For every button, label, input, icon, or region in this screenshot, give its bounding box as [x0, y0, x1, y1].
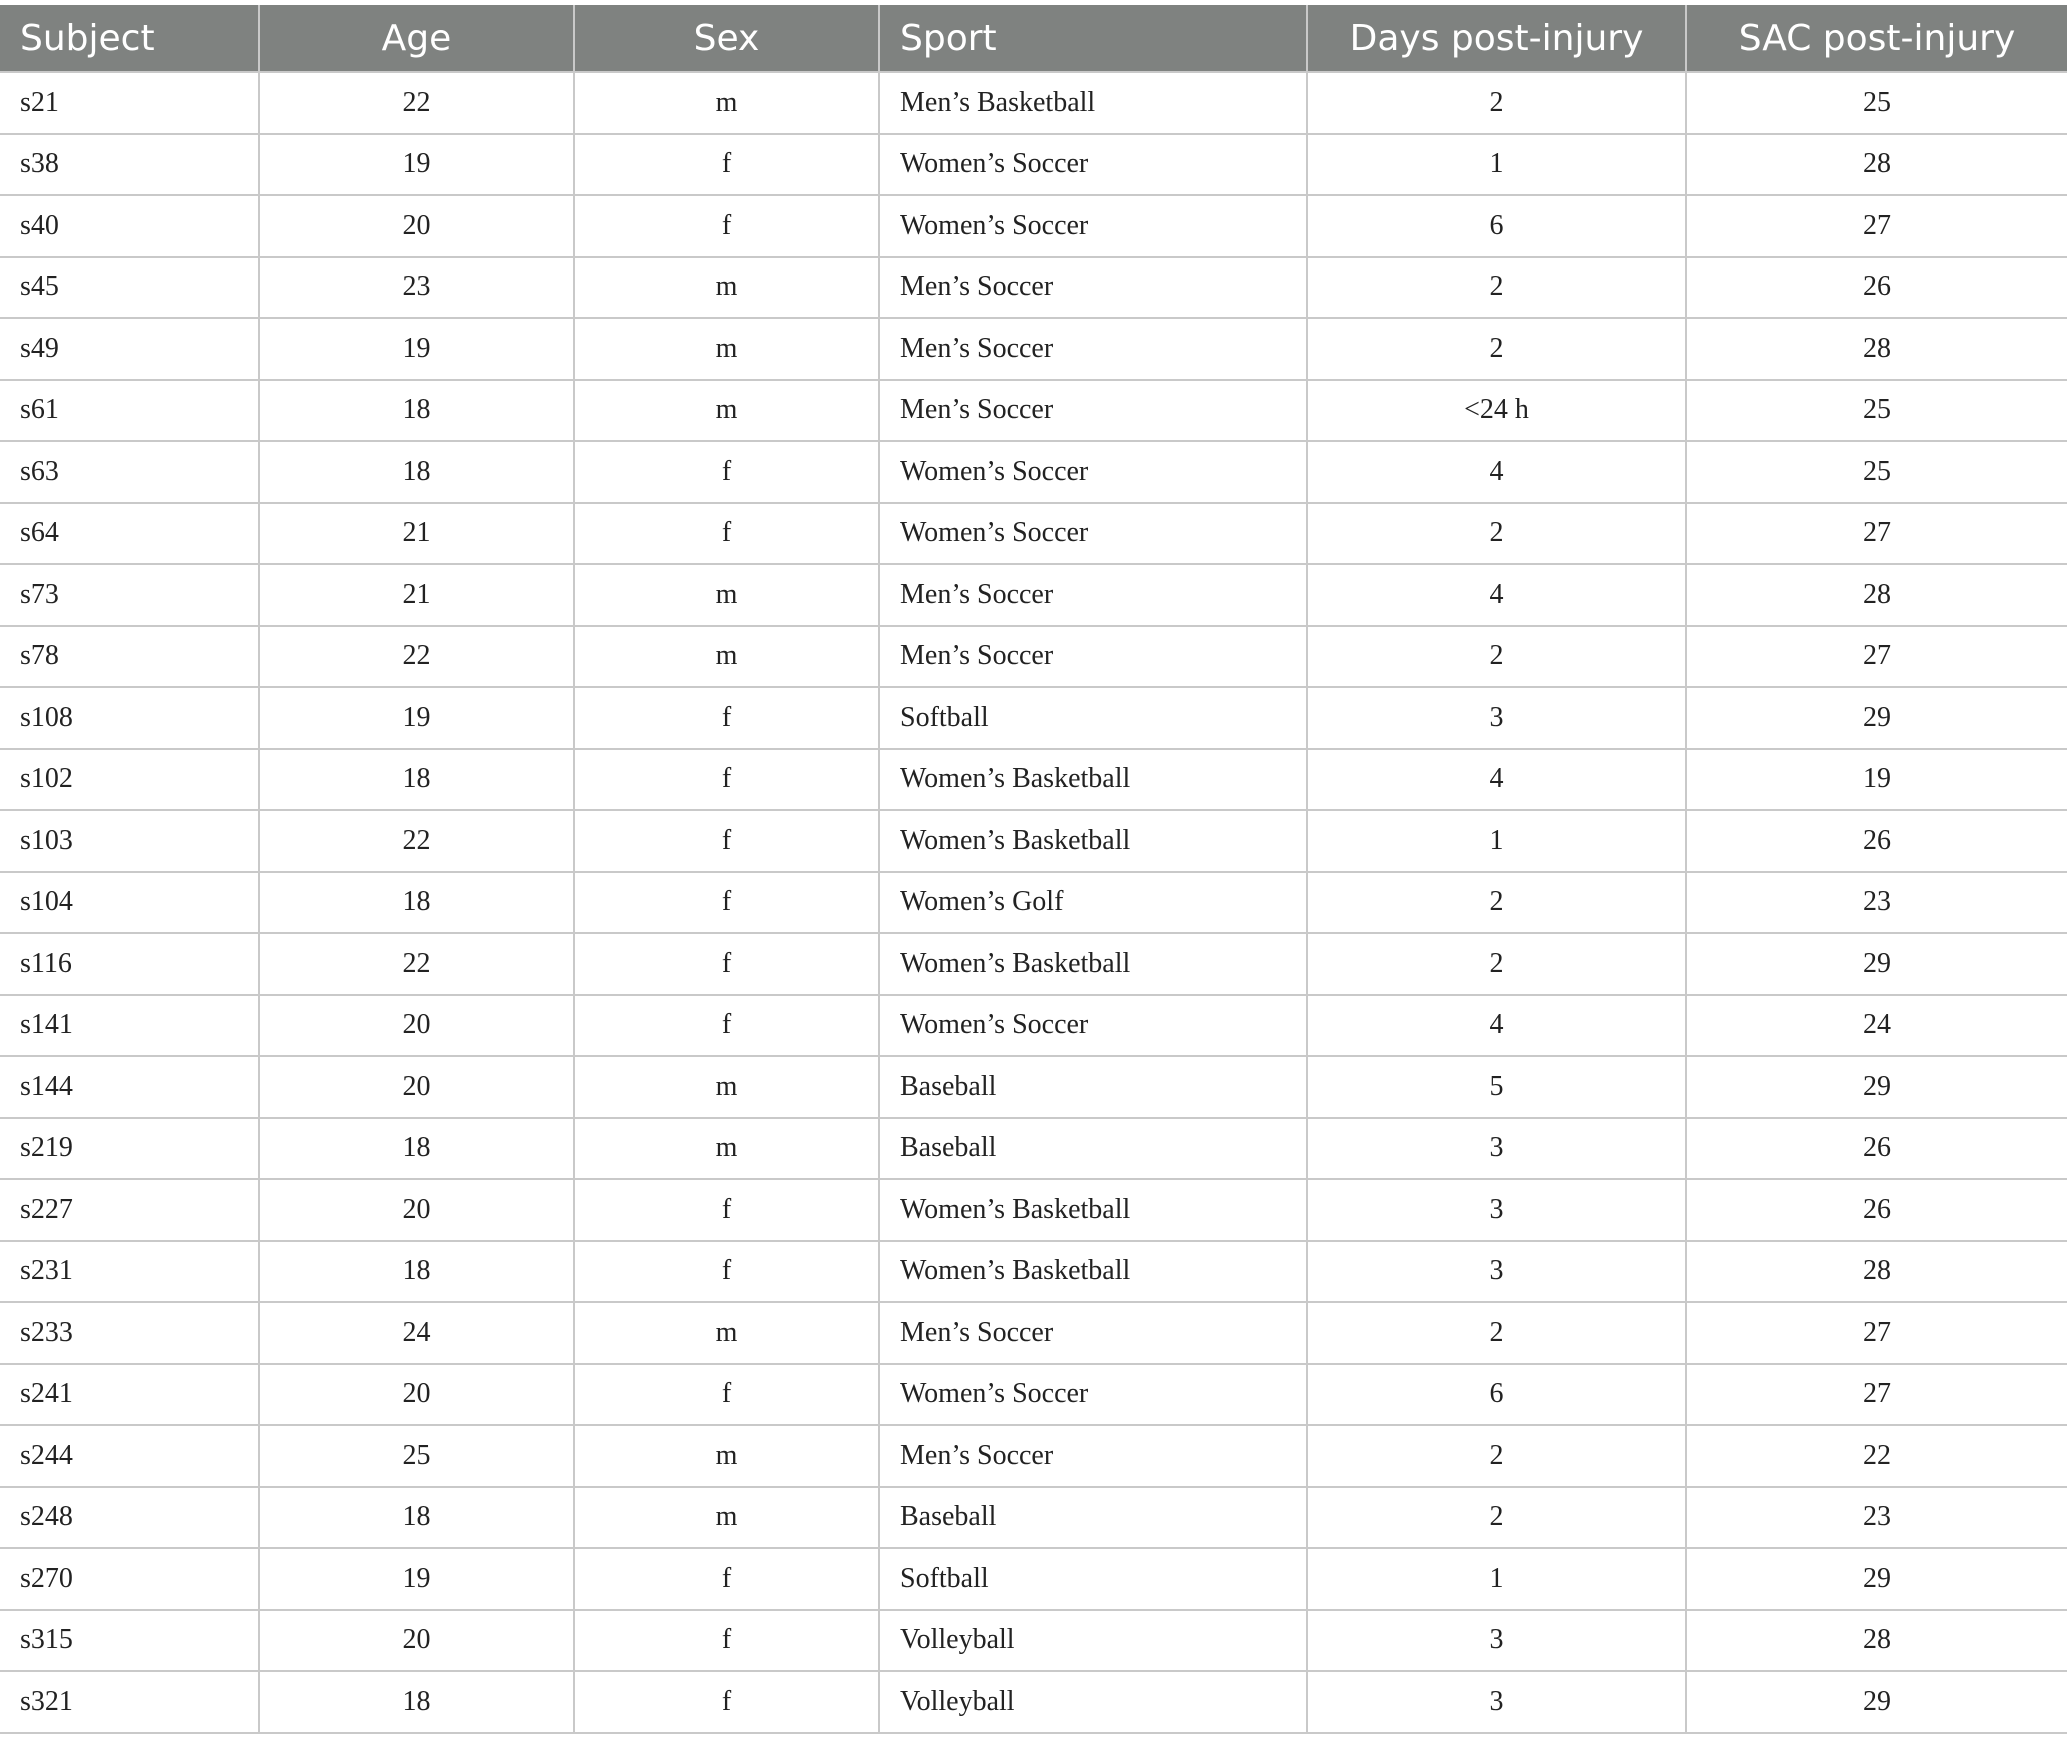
cell-age: 19: [259, 318, 574, 380]
cell-sex: f: [574, 749, 879, 811]
cell-subject: s141: [0, 995, 259, 1057]
table-row: [0, 687, 2067, 749]
cell-sport: Volleyball: [879, 1671, 1307, 1733]
cell-days-post-injury: 3: [1307, 1671, 1686, 1733]
cell-days-post-injury: 2: [1307, 257, 1686, 319]
cell-sac-post-injury: 23: [1686, 872, 2067, 934]
cell-days-post-injury: 2: [1307, 1302, 1686, 1364]
cell-days-post-injury: 3: [1307, 1610, 1686, 1672]
table-row: [0, 1548, 2067, 1610]
cell-sac-post-injury: 29: [1686, 1056, 2067, 1118]
cell-sex: f: [574, 1179, 879, 1241]
table-row: [0, 933, 2067, 995]
cell-sex: f: [574, 872, 879, 934]
cell-sex: f: [574, 810, 879, 872]
table-row: [0, 1671, 2067, 1733]
cell-sport: Men’s Soccer: [879, 1425, 1307, 1487]
cell-sex: m: [574, 626, 879, 688]
cell-age: 18: [259, 1118, 574, 1180]
cell-days-post-injury: 4: [1307, 995, 1686, 1057]
cell-sex: m: [574, 564, 879, 626]
header-sex: Sex: [574, 5, 879, 72]
cell-days-post-injury: 2: [1307, 626, 1686, 688]
cell-sex: f: [574, 195, 879, 257]
cell-subject: s64: [0, 503, 259, 565]
cell-sac-post-injury: 29: [1686, 687, 2067, 749]
cell-days-post-injury: 2: [1307, 1487, 1686, 1549]
table-row: [0, 441, 2067, 503]
cell-days-post-injury: 3: [1307, 1118, 1686, 1180]
cell-sac-post-injury: 27: [1686, 195, 2067, 257]
cell-age: 22: [259, 933, 574, 995]
cell-sex: f: [574, 933, 879, 995]
cell-subject: s315: [0, 1610, 259, 1672]
cell-subject: s21: [0, 72, 259, 134]
cell-sport: Women’s Soccer: [879, 503, 1307, 565]
table-row: [0, 749, 2067, 811]
table-row: [0, 564, 2067, 626]
cell-sac-post-injury: 26: [1686, 1179, 2067, 1241]
cell-days-post-injury: 4: [1307, 441, 1686, 503]
cell-sac-post-injury: 28: [1686, 318, 2067, 380]
cell-age: 20: [259, 195, 574, 257]
cell-age: 22: [259, 626, 574, 688]
cell-subject: s73: [0, 564, 259, 626]
cell-age: 25: [259, 1425, 574, 1487]
table-row: [0, 872, 2067, 934]
table-row: [0, 72, 2067, 134]
cell-age: 20: [259, 1056, 574, 1118]
cell-age: 21: [259, 503, 574, 565]
header-sac-post-injury: SAC post-injury: [1686, 5, 2067, 72]
cell-subject: s102: [0, 749, 259, 811]
cell-sport: Women’s Soccer: [879, 134, 1307, 196]
cell-age: 18: [259, 1487, 574, 1549]
cell-sport: Men’s Soccer: [879, 1302, 1307, 1364]
cell-sac-post-injury: 29: [1686, 933, 2067, 995]
cell-sac-post-injury: 26: [1686, 1118, 2067, 1180]
cell-age: 22: [259, 72, 574, 134]
cell-sport: Men’s Soccer: [879, 318, 1307, 380]
cell-sac-post-injury: 28: [1686, 1610, 2067, 1672]
table-header: [0, 5, 2067, 72]
table-body: [0, 72, 2067, 1733]
cell-subject: s49: [0, 318, 259, 380]
cell-sport: Women’s Basketball: [879, 1241, 1307, 1303]
cell-sex: f: [574, 1610, 879, 1672]
cell-sac-post-injury: 25: [1686, 441, 2067, 503]
data-table-container: [0, 5, 2067, 1734]
cell-sex: m: [574, 72, 879, 134]
cell-sport: Baseball: [879, 1118, 1307, 1180]
cell-subject: s233: [0, 1302, 259, 1364]
cell-sex: m: [574, 1425, 879, 1487]
header-sport: Sport: [879, 5, 1307, 72]
cell-days-post-injury: 4: [1307, 749, 1686, 811]
cell-days-post-injury: 6: [1307, 1364, 1686, 1426]
cell-age: 22: [259, 810, 574, 872]
cell-days-post-injury: 6: [1307, 195, 1686, 257]
cell-sport: Women’s Basketball: [879, 1179, 1307, 1241]
cell-sac-post-injury: 23: [1686, 1487, 2067, 1549]
cell-subject: s61: [0, 380, 259, 442]
cell-sex: m: [574, 257, 879, 319]
cell-sac-post-injury: 25: [1686, 72, 2067, 134]
table-row: [0, 1364, 2067, 1426]
cell-days-post-injury: 3: [1307, 687, 1686, 749]
cell-sac-post-injury: 22: [1686, 1425, 2067, 1487]
cell-age: 20: [259, 1179, 574, 1241]
cell-days-post-injury: 3: [1307, 1179, 1686, 1241]
cell-age: 18: [259, 380, 574, 442]
cell-sport: Women’s Basketball: [879, 810, 1307, 872]
cell-subject: s78: [0, 626, 259, 688]
cell-days-post-injury: 2: [1307, 72, 1686, 134]
cell-sport: Women’s Soccer: [879, 441, 1307, 503]
table-row: [0, 257, 2067, 319]
cell-subject: s144: [0, 1056, 259, 1118]
cell-sport: Men’s Soccer: [879, 380, 1307, 442]
cell-subject: s63: [0, 441, 259, 503]
header-age: Age: [259, 5, 574, 72]
cell-sac-post-injury: 25: [1686, 380, 2067, 442]
cell-sac-post-injury: 28: [1686, 1241, 2067, 1303]
cell-days-post-injury: 1: [1307, 1548, 1686, 1610]
cell-days-post-injury: 3: [1307, 1241, 1686, 1303]
cell-sac-post-injury: 27: [1686, 503, 2067, 565]
cell-days-post-injury: 2: [1307, 503, 1686, 565]
cell-age: 19: [259, 1548, 574, 1610]
cell-days-post-injury: 2: [1307, 318, 1686, 380]
cell-sex: f: [574, 134, 879, 196]
cell-sex: f: [574, 441, 879, 503]
cell-age: 18: [259, 872, 574, 934]
cell-sport: Men’s Soccer: [879, 564, 1307, 626]
cell-sac-post-injury: 26: [1686, 810, 2067, 872]
cell-subject: s248: [0, 1487, 259, 1549]
table-row: [0, 503, 2067, 565]
header-days-post-injury: Days post-injury: [1307, 5, 1686, 72]
cell-sex: f: [574, 995, 879, 1057]
cell-subject: s270: [0, 1548, 259, 1610]
cell-sport: Softball: [879, 687, 1307, 749]
cell-age: 19: [259, 687, 574, 749]
cell-subject: s219: [0, 1118, 259, 1180]
table-row: [0, 134, 2067, 196]
cell-subject: s231: [0, 1241, 259, 1303]
cell-age: 20: [259, 1364, 574, 1426]
cell-sex: f: [574, 1364, 879, 1426]
cell-sport: Women’s Soccer: [879, 195, 1307, 257]
cell-sac-post-injury: 26: [1686, 257, 2067, 319]
cell-age: 21: [259, 564, 574, 626]
cell-sport: Women’s Basketball: [879, 933, 1307, 995]
table-row: [0, 995, 2067, 1057]
cell-sport: Volleyball: [879, 1610, 1307, 1672]
cell-age: 24: [259, 1302, 574, 1364]
cell-sport: Baseball: [879, 1487, 1307, 1549]
cell-age: 19: [259, 134, 574, 196]
cell-sac-post-injury: 28: [1686, 134, 2067, 196]
table-row: [0, 1487, 2067, 1549]
cell-sac-post-injury: 24: [1686, 995, 2067, 1057]
cell-days-post-injury: 5: [1307, 1056, 1686, 1118]
cell-sex: f: [574, 1241, 879, 1303]
cell-days-post-injury: 1: [1307, 810, 1686, 872]
cell-sport: Women’s Basketball: [879, 749, 1307, 811]
cell-sac-post-injury: 29: [1686, 1671, 2067, 1733]
cell-sex: f: [574, 687, 879, 749]
table-row: [0, 1179, 2067, 1241]
cell-age: 20: [259, 1610, 574, 1672]
cell-subject: s40: [0, 195, 259, 257]
cell-days-post-injury: 2: [1307, 1425, 1686, 1487]
cell-sac-post-injury: 28: [1686, 564, 2067, 626]
cell-sport: Softball: [879, 1548, 1307, 1610]
cell-subject: s104: [0, 872, 259, 934]
cell-days-post-injury: 2: [1307, 872, 1686, 934]
cell-sport: Men’s Soccer: [879, 626, 1307, 688]
cell-subject: s241: [0, 1364, 259, 1426]
cell-age: 18: [259, 749, 574, 811]
cell-sport: Women’s Soccer: [879, 1364, 1307, 1426]
cell-subject: s244: [0, 1425, 259, 1487]
cell-subject: s103: [0, 810, 259, 872]
cell-sex: m: [574, 1118, 879, 1180]
cell-age: 18: [259, 1241, 574, 1303]
table-row: [0, 1056, 2067, 1118]
table-row: [0, 195, 2067, 257]
cell-sex: m: [574, 318, 879, 380]
cell-sac-post-injury: 19: [1686, 749, 2067, 811]
cell-sac-post-injury: 29: [1686, 1548, 2067, 1610]
table-row: [0, 1425, 2067, 1487]
cell-age: 23: [259, 257, 574, 319]
cell-sac-post-injury: 27: [1686, 1302, 2067, 1364]
cell-subject: s227: [0, 1179, 259, 1241]
cell-sex: m: [574, 1056, 879, 1118]
cell-days-post-injury: 2: [1307, 933, 1686, 995]
cell-age: 18: [259, 441, 574, 503]
header-subject: Subject: [0, 5, 259, 72]
cell-sex: m: [574, 1487, 879, 1549]
cell-sport: Women’s Soccer: [879, 995, 1307, 1057]
cell-sex: f: [574, 1671, 879, 1733]
cell-sport: Women’s Golf: [879, 872, 1307, 934]
cell-sac-post-injury: 27: [1686, 626, 2067, 688]
table-row: [0, 1241, 2067, 1303]
cell-sport: Men’s Basketball: [879, 72, 1307, 134]
cell-sport: Men’s Soccer: [879, 257, 1307, 319]
table-row: [0, 810, 2067, 872]
subject-table: [0, 5, 2067, 1734]
table-row: [0, 1610, 2067, 1672]
cell-subject: s108: [0, 687, 259, 749]
cell-sex: m: [574, 1302, 879, 1364]
cell-age: 20: [259, 995, 574, 1057]
cell-subject: s38: [0, 134, 259, 196]
cell-days-post-injury: 1: [1307, 134, 1686, 196]
cell-days-post-injury: <24 h: [1307, 380, 1686, 442]
table-row: [0, 626, 2067, 688]
header-row: [0, 5, 2067, 72]
cell-sex: f: [574, 1548, 879, 1610]
table-row: [0, 1302, 2067, 1364]
cell-subject: s45: [0, 257, 259, 319]
cell-subject: s116: [0, 933, 259, 995]
cell-sex: m: [574, 380, 879, 442]
cell-sport: Baseball: [879, 1056, 1307, 1118]
table-row: [0, 1118, 2067, 1180]
table-row: [0, 318, 2067, 380]
table-row: [0, 380, 2067, 442]
cell-age: 18: [259, 1671, 574, 1733]
cell-days-post-injury: 4: [1307, 564, 1686, 626]
cell-sac-post-injury: 27: [1686, 1364, 2067, 1426]
cell-subject: s321: [0, 1671, 259, 1733]
cell-sex: f: [574, 503, 879, 565]
